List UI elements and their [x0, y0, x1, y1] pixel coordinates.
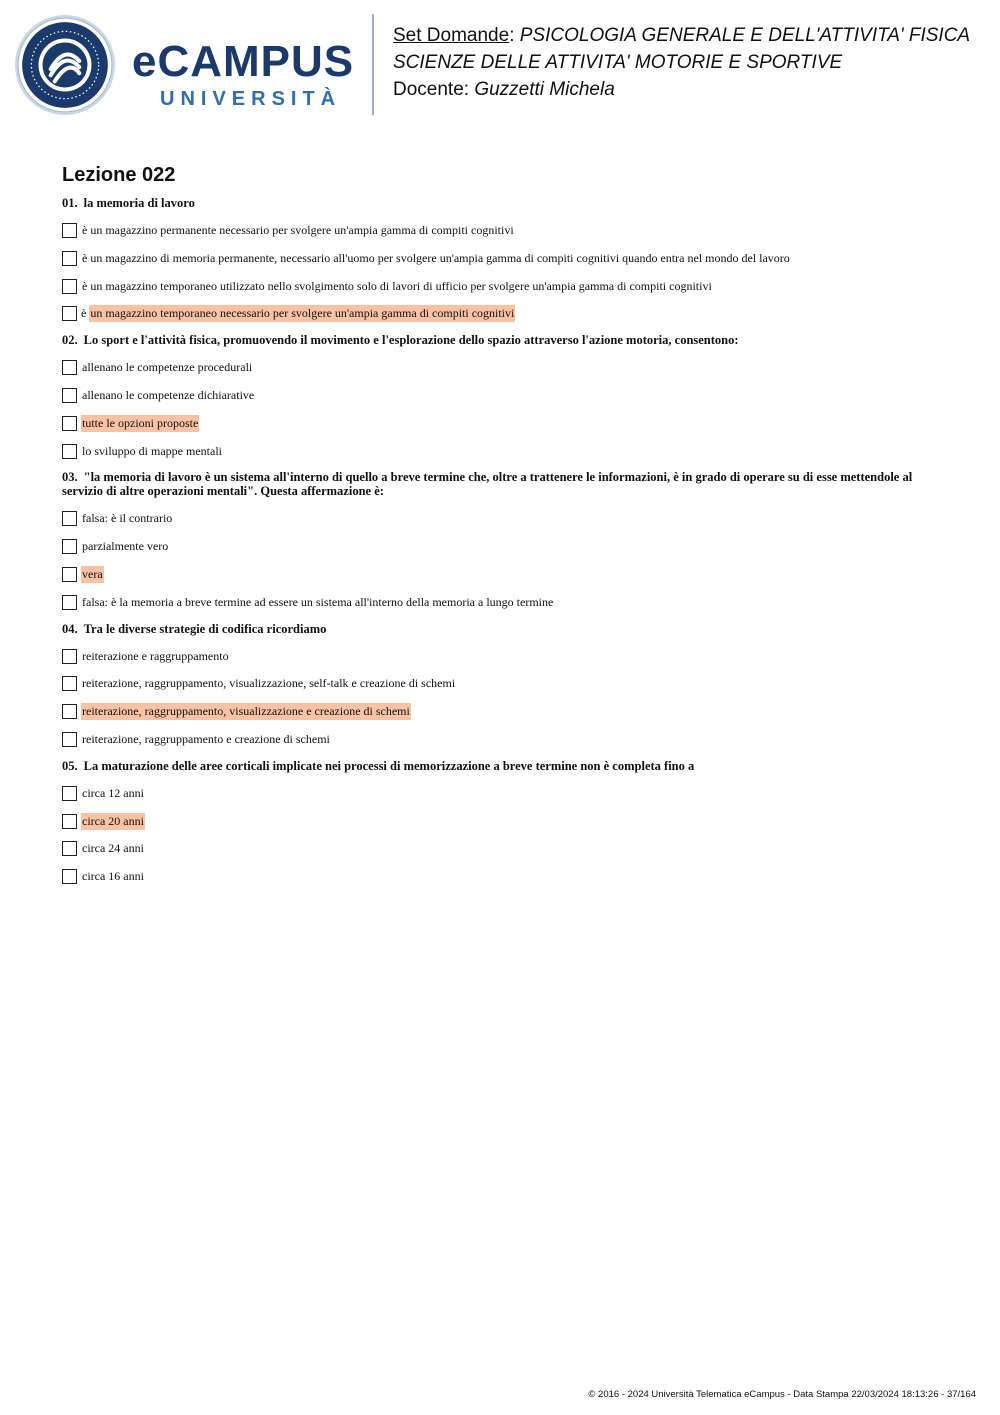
answer-option[interactable]: lo sviluppo di mappe mentali [62, 443, 942, 460]
page-footer: © 2016 - 2024 Università Telematica eCampus - Data Stampa 22/03/2024 18:13:26 - 37/164 [588, 1389, 976, 1400]
brand-wordmark: eCAMPUS [132, 37, 355, 86]
question-title: 03. "la memoria di lavoro è un sistema all'interno di quello a breve termine che, oltre a trattenere le informazioni, è in grado di operare su di esse mettendole al servizio di altre operazioni mentali". Questa affermazione è: [62, 470, 913, 499]
highlighted-answer: vera [82, 566, 103, 581]
checkbox[interactable] [62, 786, 77, 801]
checkbox[interactable] [62, 416, 77, 431]
question-03 [62, 470, 942, 610]
highlighted-answer: circa 20 anni [82, 813, 144, 828]
answer-option[interactable]: allenano le competenze procedurali [62, 359, 942, 376]
checkbox[interactable] [62, 511, 77, 526]
checkbox[interactable] [62, 869, 77, 884]
question-title: 02. Lo sport e l'attività fisica, promuovendo il movimento e l'esplorazione dello spazio attraverso l'azione motoria, consentono: [62, 333, 739, 348]
answer-option[interactable]: reiterazione e raggruppamento [62, 648, 942, 665]
checkbox[interactable] [62, 539, 77, 554]
question-02 [62, 333, 942, 459]
answer-option[interactable]: circa 24 anni [62, 840, 942, 857]
question-title: 04. Tra le diverse strategie di codifica ricordiamo [62, 621, 327, 636]
answer-option[interactable]: falsa: è la memoria a breve termine ad essere un sistema all'interno della memoria a lungo termine [62, 594, 942, 611]
checkbox[interactable] [62, 251, 77, 266]
set-title: PSICOLOGIA GENERALE E DELL'ATTIVITA' FISICA [519, 25, 971, 46]
checkbox[interactable] [62, 444, 77, 459]
checkbox[interactable] [62, 223, 77, 238]
checkbox[interactable] [62, 595, 77, 610]
page-header [0, 0, 1000, 130]
highlighted-answer: un magazzino temporaneo necessario per svolgere un'ampia gamma di compiti cognitivi [90, 306, 515, 321]
checkbox[interactable] [62, 388, 77, 403]
question-sheet [62, 162, 942, 896]
answer-option[interactable]: circa 16 anni [62, 868, 942, 885]
highlighted-answer: tutte le opzioni proposte [82, 415, 199, 430]
teacher-label: Docente: [393, 79, 470, 100]
teacher-line [393, 76, 970, 103]
answer-option-correct[interactable] [62, 415, 942, 432]
question-title: 05. La maturazione delle aree corticali implicate nei processi di memorizzazione a breve termine non è completa fino a [62, 758, 695, 773]
answer-option[interactable]: reiterazione, raggruppamento e creazione di schemi [62, 731, 942, 748]
checkbox[interactable] [62, 567, 77, 582]
answer-option[interactable]: è un magazzino permanente necessario per svolgere un'ampia gamma di compiti cognitivi [62, 222, 942, 239]
answer-option-correct[interactable] [62, 566, 942, 583]
teacher-name: Guzzetti Michela [474, 79, 615, 100]
brand-subtitle: UNIVERSITÀ [160, 88, 342, 110]
question-05 [62, 759, 942, 885]
answer-option[interactable]: reiterazione, raggruppamento, visualizzazione, self-talk e creazione di schemi [62, 675, 942, 692]
answer-option[interactable]: falsa: è il contrario [62, 510, 942, 527]
checkbox[interactable] [62, 279, 77, 294]
answer-option-correct[interactable]: è un magazzino temporaneo necessario per svolgere un'ampia gamma di compiti cognitivi [62, 305, 942, 322]
answer-option-correct[interactable] [62, 813, 942, 830]
university-seal-logo [14, 14, 116, 116]
course-line [393, 49, 970, 76]
checkbox[interactable] [62, 649, 77, 664]
answer-option[interactable]: circa 12 anni [62, 785, 942, 802]
course-title: SCIENZE DELLE ATTIVITA' MOTORIE E SPORTIVE [393, 52, 843, 73]
checkbox[interactable] [62, 814, 77, 829]
checkbox[interactable] [62, 732, 77, 747]
question-title: 01. la memoria di lavoro [62, 196, 195, 210]
question-01 [62, 196, 942, 322]
checkbox[interactable] [62, 676, 77, 691]
set-label: Set Domande [393, 25, 510, 46]
answer-option[interactable]: è un magazzino di memoria permanente, necessario all'uomo per svolgere un'ampia gamma di compiti cognitivi quando entra nel mondo del lavoro [62, 250, 942, 267]
checkbox[interactable] [62, 306, 77, 321]
checkbox[interactable] [62, 360, 77, 375]
answer-option-correct[interactable] [62, 703, 942, 720]
answer-option[interactable]: allenano le competenze dichiarative [62, 387, 942, 404]
header-divider [372, 14, 374, 115]
checkbox[interactable] [62, 704, 77, 719]
header-info [393, 22, 970, 103]
set-line: Set Domande: PSICOLOGIA GENERALE E DELL'ATTIVITA' FISICA [393, 25, 971, 46]
lesson-title: Lezione 022 [62, 164, 176, 186]
question-04 [62, 622, 942, 748]
highlighted-answer: reiterazione, raggruppamento, visualizzazione e creazione di schemi [82, 704, 410, 719]
answer-option[interactable]: parzialmente vero [62, 538, 942, 555]
answer-option[interactable]: è un magazzino temporaneo utilizzato nello svolgimento solo di lavori di ufficio per svolgere un'ampia gamma di compiti cognitivi [62, 278, 942, 295]
checkbox[interactable] [62, 841, 77, 856]
